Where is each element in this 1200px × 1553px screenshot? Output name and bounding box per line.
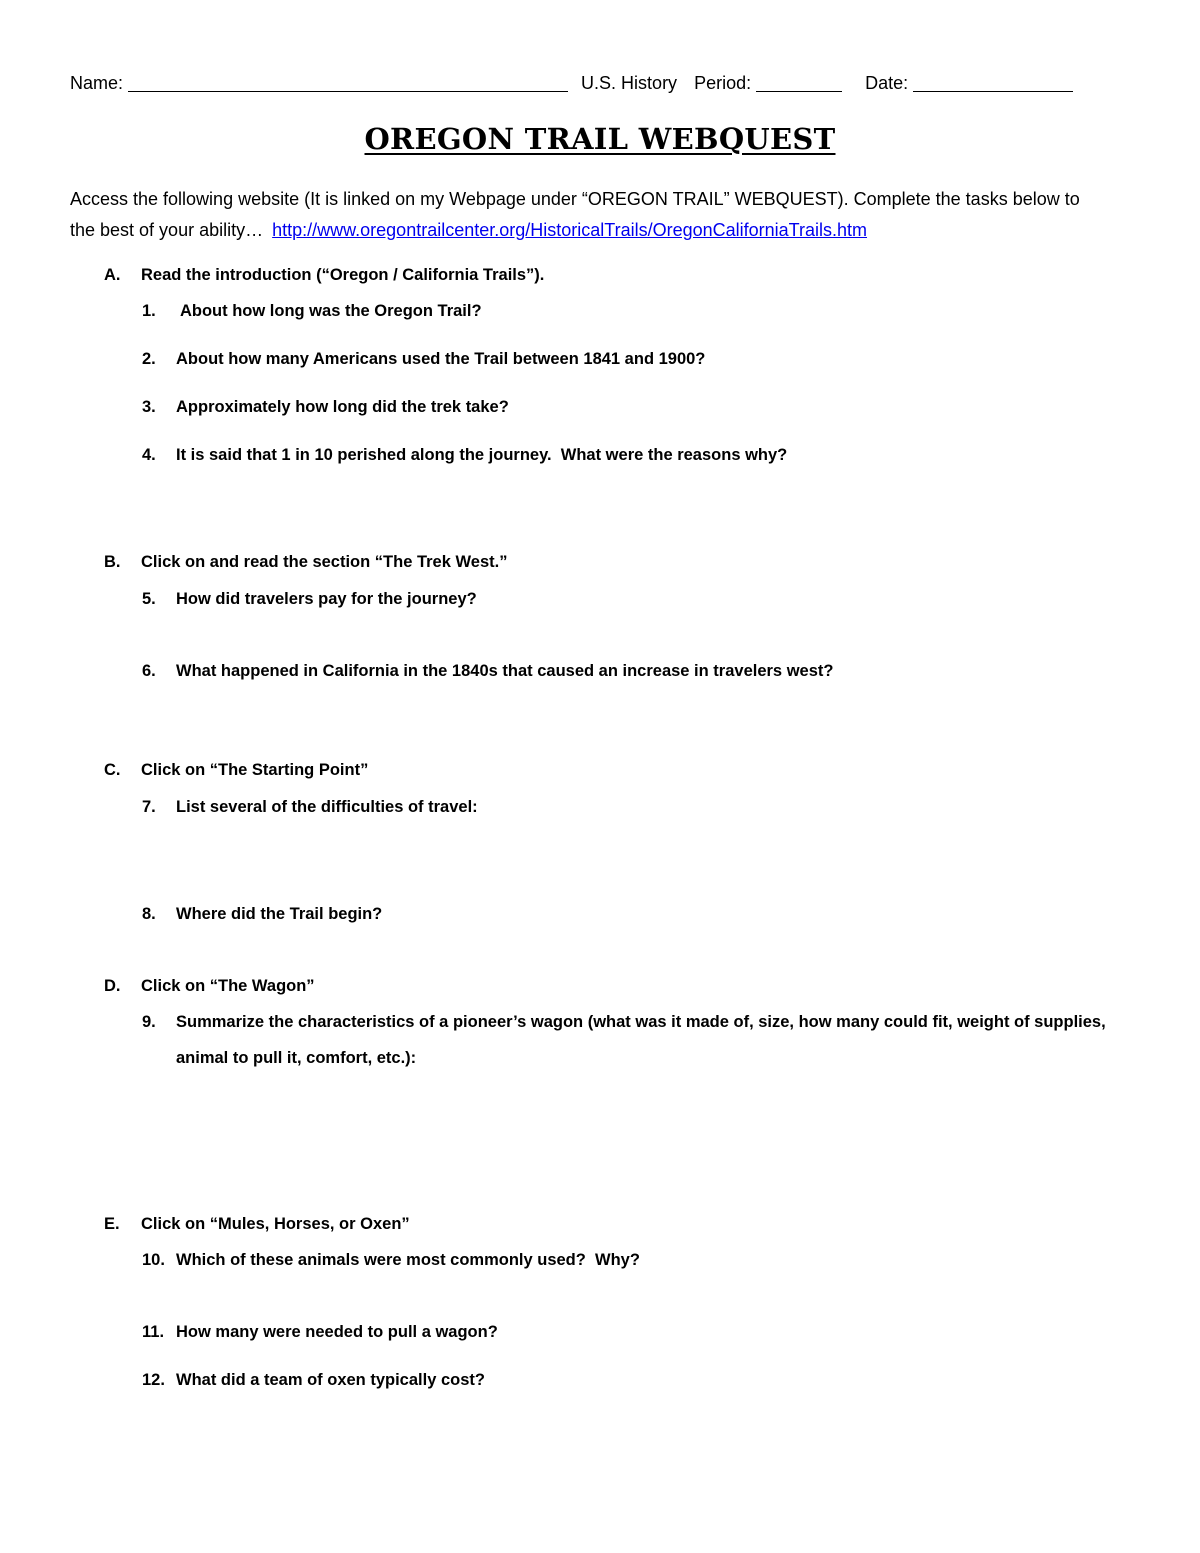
name-label: Name: (70, 73, 124, 93)
question-number: 4. (142, 446, 156, 464)
section-label: Click on and read the section “The Trek West.” (141, 553, 508, 571)
page-title: OREGON TRAIL WEBQUEST (364, 122, 836, 156)
section-d (104, 977, 315, 996)
question-number: 1. (142, 302, 156, 320)
question-text: It is said that 1 in 10 perished along the journey. What were the reasons why? (176, 446, 788, 464)
section-letter: A. (104, 266, 121, 284)
question-text: Summarize the characteristics of a pioneer’s wagon (what was it made of, size, how many could fit, weight of supplies, animal to pull it, comfort, etc.): (176, 1013, 1106, 1067)
question-text: What happened in California in the 1840s that caused an increase in travelers west? (176, 662, 834, 680)
course-label: U.S. History (581, 73, 678, 93)
header-line (70, 73, 1100, 94)
question-5 (142, 581, 1132, 617)
question-11 (142, 1314, 1132, 1350)
question-number: 7. (142, 798, 156, 816)
question-text: Approximately how long did the trek take? (176, 398, 509, 416)
question-6 (142, 653, 1132, 689)
section-b (104, 553, 507, 572)
section-label: Click on “Mules, Horses, or Oxen” (141, 1215, 410, 1233)
question-number: 12. (142, 1371, 165, 1389)
question-text: List several of the difficulties of travel: (176, 798, 478, 816)
question-text: How did travelers pay for the journey? (176, 590, 477, 608)
section-e (104, 1215, 410, 1234)
question-text: About how many Americans used the Trail between 1841 and 1900? (176, 350, 706, 368)
question-number: 9. (142, 1013, 156, 1031)
period-blank[interactable] (756, 73, 842, 92)
section-letter: D. (104, 977, 121, 995)
question-text: How many were needed to pull a wagon? (176, 1323, 498, 1341)
question-number: 3. (142, 398, 156, 416)
question-text: What did a team of oxen typically cost? (176, 1371, 485, 1389)
date-blank[interactable] (913, 73, 1073, 92)
section-c (104, 761, 368, 780)
question-9 (142, 1004, 1132, 1076)
question-number: 6. (142, 662, 156, 680)
question-text: Where did the Trail begin? (176, 905, 383, 923)
question-number: 8. (142, 905, 156, 923)
name-blank[interactable] (128, 73, 568, 92)
question-number: 5. (142, 590, 156, 608)
section-label: Click on “The Starting Point” (141, 761, 369, 779)
question-2 (142, 341, 1132, 377)
question-7 (142, 789, 1132, 825)
section-label: Read the introduction (“Oregon / California Trails”). (141, 266, 545, 284)
question-1 (142, 293, 1132, 329)
intro-paragraph (70, 184, 1100, 246)
intro-text: Access the following website (It is linked on my Webpage under “OREGON TRAIL” WEBQUEST). Complete the tasks below to the best of your ability… (70, 189, 1080, 240)
question-4 (142, 437, 1132, 473)
date-label: Date: (865, 73, 909, 93)
question-3 (142, 389, 1132, 425)
section-letter: C. (104, 761, 121, 779)
section-label: Click on “The Wagon” (141, 977, 315, 995)
question-text: Which of these animals were most commonly used? Why? (176, 1251, 640, 1269)
period-label: Period: (694, 73, 752, 93)
question-10 (142, 1242, 1132, 1278)
section-a (104, 266, 544, 285)
question-12 (142, 1362, 1132, 1398)
section-letter: E. (104, 1215, 120, 1233)
website-link[interactable]: http://www.oregontrailcenter.org/HistoricalTrails/OregonCaliforniaTrails.htm (272, 220, 868, 240)
question-text: About how long was the Oregon Trail? (176, 302, 482, 320)
section-letter: B. (104, 553, 121, 571)
question-8 (142, 896, 1132, 932)
question-number: 10. (142, 1251, 165, 1269)
question-number: 2. (142, 350, 156, 368)
question-number: 11. (142, 1323, 165, 1341)
